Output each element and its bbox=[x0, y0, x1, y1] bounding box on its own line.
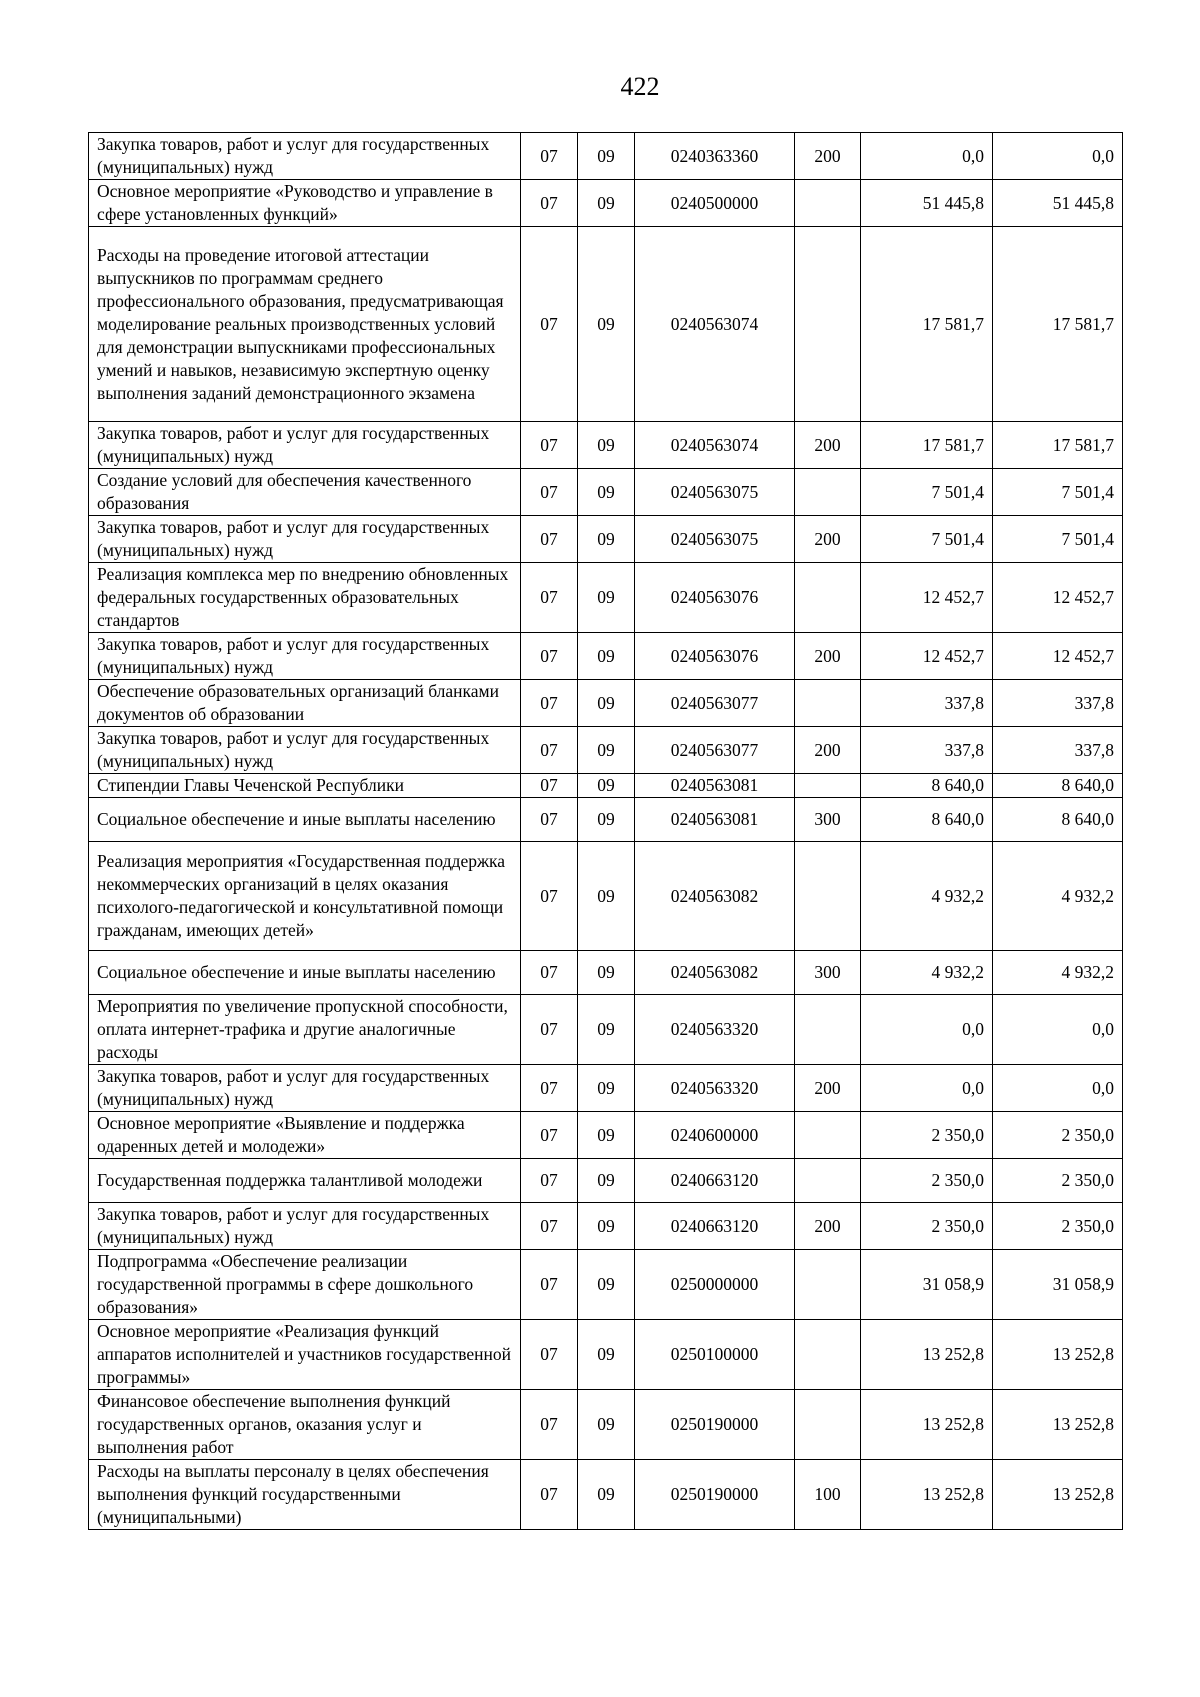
amount-2-cell: 13 252,8 bbox=[993, 1460, 1123, 1530]
subsection-code-cell: 09 bbox=[578, 422, 635, 469]
subsection-code-cell: 09 bbox=[578, 1203, 635, 1250]
subsection-code-cell: 09 bbox=[578, 133, 635, 180]
target-item-code-cell: 0240563082 bbox=[635, 951, 795, 995]
row-name-cell: Мероприятия по увеличение пропускной способности, оплата интернет-трафика и другие аналогичные расходы bbox=[89, 995, 521, 1065]
subsection-code-cell: 09 bbox=[578, 951, 635, 995]
amount-1-cell: 0,0 bbox=[861, 1065, 993, 1112]
row-name-cell: Стипендии Главы Чеченской Республики bbox=[89, 774, 521, 798]
section-code-cell: 07 bbox=[521, 227, 578, 422]
section-code-cell: 07 bbox=[521, 798, 578, 842]
target-item-code-cell: 0240563074 bbox=[635, 227, 795, 422]
amount-1-cell: 51 445,8 bbox=[861, 180, 993, 227]
section-code-cell: 07 bbox=[521, 680, 578, 727]
target-item-code-cell: 0240563320 bbox=[635, 1065, 795, 1112]
section-code-cell: 07 bbox=[521, 1390, 578, 1460]
amount-1-cell: 2 350,0 bbox=[861, 1112, 993, 1159]
amount-2-cell: 2 350,0 bbox=[993, 1203, 1123, 1250]
target-item-code-cell: 0240563082 bbox=[635, 842, 795, 951]
amount-1-cell: 4 932,2 bbox=[861, 842, 993, 951]
section-code-cell: 07 bbox=[521, 633, 578, 680]
amount-2-cell: 8 640,0 bbox=[993, 774, 1123, 798]
subsection-code-cell: 09 bbox=[578, 633, 635, 680]
target-item-code-cell: 0240563077 bbox=[635, 680, 795, 727]
row-name-cell: Основное мероприятие «Выявление и поддержка одаренных детей и молодежи» bbox=[89, 1112, 521, 1159]
expense-type-code-cell: 200 bbox=[795, 516, 861, 563]
target-item-code-cell: 0240563077 bbox=[635, 727, 795, 774]
row-name-cell: Создание условий для обеспечения качественного образования bbox=[89, 469, 521, 516]
amount-2-cell: 7 501,4 bbox=[993, 469, 1123, 516]
expense-type-code-cell bbox=[795, 1390, 861, 1460]
expense-type-code-cell bbox=[795, 1320, 861, 1390]
table-row bbox=[89, 1159, 1123, 1203]
amount-2-cell: 8 640,0 bbox=[993, 798, 1123, 842]
table-row bbox=[89, 133, 1123, 180]
subsection-code-cell: 09 bbox=[578, 798, 635, 842]
table-row bbox=[89, 633, 1123, 680]
target-item-code-cell: 0250100000 bbox=[635, 1320, 795, 1390]
amount-1-cell: 13 252,8 bbox=[861, 1460, 993, 1530]
row-name-cell: Закупка товаров, работ и услуг для государственных (муниципальных) нужд bbox=[89, 1203, 521, 1250]
row-name-cell: Подпрограмма «Обеспечение реализации государственной программы в сфере дошкольного образования» bbox=[89, 1250, 521, 1320]
amount-2-cell: 0,0 bbox=[993, 995, 1123, 1065]
expense-type-code-cell bbox=[795, 1159, 861, 1203]
section-code-cell: 07 bbox=[521, 1320, 578, 1390]
section-code-cell: 07 bbox=[521, 1112, 578, 1159]
row-name-cell: Закупка товаров, работ и услуг для государственных (муниципальных) нужд bbox=[89, 516, 521, 563]
target-item-code-cell: 0240663120 bbox=[635, 1159, 795, 1203]
subsection-code-cell: 09 bbox=[578, 180, 635, 227]
row-name-cell: Социальное обеспечение и иные выплаты населению bbox=[89, 951, 521, 995]
expense-type-code-cell bbox=[795, 995, 861, 1065]
table-row bbox=[89, 227, 1123, 422]
page-number: 422 bbox=[620, 72, 660, 101]
amount-2-cell: 337,8 bbox=[993, 680, 1123, 727]
amount-2-cell: 7 501,4 bbox=[993, 516, 1123, 563]
expense-type-code-cell bbox=[795, 227, 861, 422]
section-code-cell: 07 bbox=[521, 1250, 578, 1320]
expense-type-code-cell: 200 bbox=[795, 1203, 861, 1250]
row-name-cell: Реализация мероприятия «Государственная поддержка некоммерческих организаций в целях оказания психолого-педагогической и консультативной помощи гражданам, имеющих детей» bbox=[89, 842, 521, 951]
target-item-code-cell: 0240663120 bbox=[635, 1203, 795, 1250]
subsection-code-cell: 09 bbox=[578, 1112, 635, 1159]
amount-2-cell: 13 252,8 bbox=[993, 1390, 1123, 1460]
table-row bbox=[89, 563, 1123, 633]
section-code-cell: 07 bbox=[521, 1065, 578, 1112]
row-name-cell: Основное мероприятие «Реализация функций аппаратов исполнителей и участников государственной программы» bbox=[89, 1320, 521, 1390]
amount-2-cell: 17 581,7 bbox=[993, 422, 1123, 469]
section-code-cell: 07 bbox=[521, 180, 578, 227]
section-code-cell: 07 bbox=[521, 951, 578, 995]
target-item-code-cell: 0240563075 bbox=[635, 516, 795, 563]
row-name-cell: Обеспечение образовательных организаций бланками документов об образовании bbox=[89, 680, 521, 727]
target-item-code-cell: 0240563076 bbox=[635, 563, 795, 633]
amount-2-cell: 51 445,8 bbox=[993, 180, 1123, 227]
subsection-code-cell: 09 bbox=[578, 727, 635, 774]
table-row bbox=[89, 1460, 1123, 1530]
section-code-cell: 07 bbox=[521, 1203, 578, 1250]
target-item-code-cell: 0240563074 bbox=[635, 422, 795, 469]
section-code-cell: 07 bbox=[521, 1460, 578, 1530]
table-row bbox=[89, 951, 1123, 995]
section-code-cell: 07 bbox=[521, 842, 578, 951]
amount-2-cell: 2 350,0 bbox=[993, 1112, 1123, 1159]
target-item-code-cell: 0240563076 bbox=[635, 633, 795, 680]
section-code-cell: 07 bbox=[521, 422, 578, 469]
section-code-cell: 07 bbox=[521, 133, 578, 180]
expense-type-code-cell bbox=[795, 774, 861, 798]
budget-table bbox=[88, 132, 1123, 1530]
amount-2-cell: 0,0 bbox=[993, 1065, 1123, 1112]
table-row bbox=[89, 1390, 1123, 1460]
subsection-code-cell: 09 bbox=[578, 1065, 635, 1112]
section-code-cell: 07 bbox=[521, 469, 578, 516]
expense-type-code-cell bbox=[795, 680, 861, 727]
amount-2-cell: 13 252,8 bbox=[993, 1320, 1123, 1390]
amount-1-cell: 13 252,8 bbox=[861, 1320, 993, 1390]
amount-1-cell: 7 501,4 bbox=[861, 469, 993, 516]
amount-1-cell: 0,0 bbox=[861, 995, 993, 1065]
expense-type-code-cell bbox=[795, 180, 861, 227]
expense-type-code-cell bbox=[795, 563, 861, 633]
section-code-cell: 07 bbox=[521, 995, 578, 1065]
table-row bbox=[89, 727, 1123, 774]
expense-type-code-cell: 200 bbox=[795, 422, 861, 469]
table-row bbox=[89, 1250, 1123, 1320]
table-row bbox=[89, 1203, 1123, 1250]
row-name-cell: Закупка товаров, работ и услуг для государственных (муниципальных) нужд bbox=[89, 133, 521, 180]
table-row bbox=[89, 516, 1123, 563]
row-name-cell: Государственная поддержка талантливой молодежи bbox=[89, 1159, 521, 1203]
subsection-code-cell: 09 bbox=[578, 563, 635, 633]
row-name-cell: Социальное обеспечение и иные выплаты населению bbox=[89, 798, 521, 842]
target-item-code-cell: 0240600000 bbox=[635, 1112, 795, 1159]
amount-2-cell: 4 932,2 bbox=[993, 842, 1123, 951]
amount-1-cell: 337,8 bbox=[861, 727, 993, 774]
subsection-code-cell: 09 bbox=[578, 995, 635, 1065]
expense-type-code-cell bbox=[795, 469, 861, 516]
expense-type-code-cell bbox=[795, 1112, 861, 1159]
amount-1-cell: 0,0 bbox=[861, 133, 993, 180]
amount-1-cell: 4 932,2 bbox=[861, 951, 993, 995]
amount-1-cell: 12 452,7 bbox=[861, 563, 993, 633]
section-code-cell: 07 bbox=[521, 516, 578, 563]
subsection-code-cell: 09 bbox=[578, 1250, 635, 1320]
amount-1-cell: 8 640,0 bbox=[861, 798, 993, 842]
subsection-code-cell: 09 bbox=[578, 469, 635, 516]
amount-2-cell: 12 452,7 bbox=[993, 563, 1123, 633]
expense-type-code-cell bbox=[795, 842, 861, 951]
table-row bbox=[89, 774, 1123, 798]
target-item-code-cell: 0250190000 bbox=[635, 1460, 795, 1530]
table-row bbox=[89, 1065, 1123, 1112]
section-code-cell: 07 bbox=[521, 727, 578, 774]
subsection-code-cell: 09 bbox=[578, 842, 635, 951]
amount-1-cell: 12 452,7 bbox=[861, 633, 993, 680]
row-name-cell: Закупка товаров, работ и услуг для государственных (муниципальных) нужд bbox=[89, 727, 521, 774]
subsection-code-cell: 09 bbox=[578, 1390, 635, 1460]
expense-type-code-cell: 200 bbox=[795, 727, 861, 774]
expense-type-code-cell: 300 bbox=[795, 951, 861, 995]
section-code-cell: 07 bbox=[521, 563, 578, 633]
amount-1-cell: 31 058,9 bbox=[861, 1250, 993, 1320]
subsection-code-cell: 09 bbox=[578, 516, 635, 563]
amount-2-cell: 17 581,7 bbox=[993, 227, 1123, 422]
row-name-cell: Основное мероприятие «Руководство и управление в сфере установленных функций» bbox=[89, 180, 521, 227]
expense-type-code-cell: 300 bbox=[795, 798, 861, 842]
table-row bbox=[89, 842, 1123, 951]
table-row bbox=[89, 1320, 1123, 1390]
table-row bbox=[89, 680, 1123, 727]
amount-2-cell: 0,0 bbox=[993, 133, 1123, 180]
target-item-code-cell: 0240500000 bbox=[635, 180, 795, 227]
amount-1-cell: 337,8 bbox=[861, 680, 993, 727]
target-item-code-cell: 0240563081 bbox=[635, 774, 795, 798]
expense-type-code-cell: 100 bbox=[795, 1460, 861, 1530]
target-item-code-cell: 0240563081 bbox=[635, 798, 795, 842]
row-name-cell: Закупка товаров, работ и услуг для государственных (муниципальных) нужд bbox=[89, 422, 521, 469]
amount-1-cell: 17 581,7 bbox=[861, 422, 993, 469]
amount-2-cell: 2 350,0 bbox=[993, 1159, 1123, 1203]
target-item-code-cell: 0250000000 bbox=[635, 1250, 795, 1320]
row-name-cell: Закупка товаров, работ и услуг для государственных (муниципальных) нужд bbox=[89, 633, 521, 680]
row-name-cell: Закупка товаров, работ и услуг для государственных (муниципальных) нужд bbox=[89, 1065, 521, 1112]
subsection-code-cell: 09 bbox=[578, 774, 635, 798]
amount-1-cell: 2 350,0 bbox=[861, 1159, 993, 1203]
subsection-code-cell: 09 bbox=[578, 1460, 635, 1530]
section-code-cell: 07 bbox=[521, 1159, 578, 1203]
table-row bbox=[89, 180, 1123, 227]
amount-2-cell: 337,8 bbox=[993, 727, 1123, 774]
subsection-code-cell: 09 bbox=[578, 227, 635, 422]
table-row bbox=[89, 469, 1123, 516]
amount-1-cell: 13 252,8 bbox=[861, 1390, 993, 1460]
table-row bbox=[89, 995, 1123, 1065]
section-code-cell: 07 bbox=[521, 774, 578, 798]
amount-1-cell: 2 350,0 bbox=[861, 1203, 993, 1250]
target-item-code-cell: 0240563320 bbox=[635, 995, 795, 1065]
table-row bbox=[89, 1112, 1123, 1159]
expense-type-code-cell: 200 bbox=[795, 1065, 861, 1112]
amount-1-cell: 7 501,4 bbox=[861, 516, 993, 563]
amount-1-cell: 17 581,7 bbox=[861, 227, 993, 422]
table-row bbox=[89, 798, 1123, 842]
amount-2-cell: 4 932,2 bbox=[993, 951, 1123, 995]
table-row bbox=[89, 422, 1123, 469]
subsection-code-cell: 09 bbox=[578, 680, 635, 727]
expense-type-code-cell: 200 bbox=[795, 633, 861, 680]
row-name-cell: Реализация комплекса мер по внедрению обновленных федеральных государственных образовательных стандартов bbox=[89, 563, 521, 633]
target-item-code-cell: 0250190000 bbox=[635, 1390, 795, 1460]
subsection-code-cell: 09 bbox=[578, 1159, 635, 1203]
amount-2-cell: 12 452,7 bbox=[993, 633, 1123, 680]
subsection-code-cell: 09 bbox=[578, 1320, 635, 1390]
expense-type-code-cell bbox=[795, 1250, 861, 1320]
amount-1-cell: 8 640,0 bbox=[861, 774, 993, 798]
row-name-cell: Расходы на выплаты персоналу в целях обеспечения выполнения функций государственными (муниципальными) bbox=[89, 1460, 521, 1530]
target-item-code-cell: 0240363360 bbox=[635, 133, 795, 180]
expense-type-code-cell: 200 bbox=[795, 133, 861, 180]
amount-2-cell: 31 058,9 bbox=[993, 1250, 1123, 1320]
row-name-cell: Финансовое обеспечение выполнения функций государственных органов, оказания услуг и выполнения работ bbox=[89, 1390, 521, 1460]
row-name-cell: Расходы на проведение итоговой аттестации выпускников по программам среднего профессионального образования, предусматривающая моделирование реальных производственных условий для демонстрации выпускниками профессиональных умений и навыков, независимую экспертную оценку выполнения заданий демонстрационного экзамена bbox=[89, 227, 521, 422]
target-item-code-cell: 0240563075 bbox=[635, 469, 795, 516]
